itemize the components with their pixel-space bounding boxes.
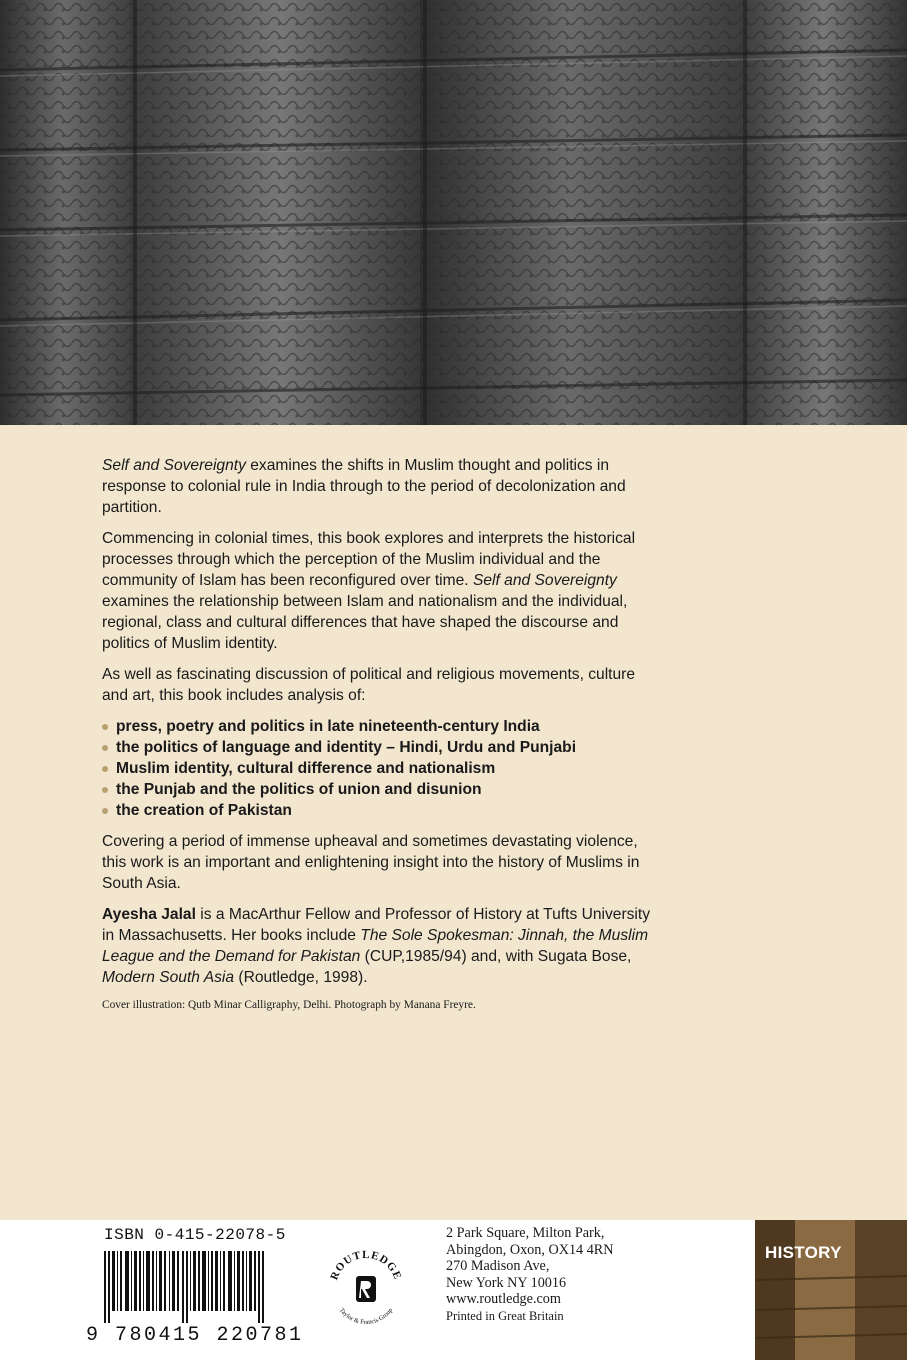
publisher-address: [446, 1225, 666, 1324]
list-item: [102, 758, 662, 779]
list-item-text: the politics of language and identity – Hindi, Urdu and Punjabi: [116, 739, 577, 756]
carved-stone-columns-photo: [0, 0, 907, 425]
cover-credit: Cover illustration: Qutb Minar Calligraphy, Delhi. Photograph by Manana Freyre.: [102, 999, 476, 1011]
bullet-dot-icon: [102, 724, 108, 730]
category-label: HISTORY: [765, 1243, 842, 1262]
svg-text:Taylor & Francis Group: [338, 1307, 394, 1326]
website-text: www.routledge.com: [446, 1291, 561, 1307]
address-line: Abingdon, Oxon, OX14 4RN: [446, 1241, 614, 1258]
column-thumbnail-icon: [755, 1220, 907, 1360]
cover-photo: [0, 0, 907, 425]
list-item-text: Muslim identity, cultural difference and nationalism: [116, 760, 496, 777]
bullet-dot-icon: [102, 745, 108, 751]
printed-in-text: Printed in Great Britain: [446, 1308, 564, 1323]
author-bio: [102, 904, 662, 988]
book-title: The Sole Spokesman: Jinnah, the Muslim League and the Demand for Pakistan: [102, 927, 649, 965]
blurb: [102, 455, 662, 1012]
list-item-text: the Punjab and the politics of union and disunion: [116, 781, 482, 798]
book-title: Self and Sovereignty: [102, 457, 246, 474]
list-item: [102, 779, 662, 800]
topics-list: [102, 716, 662, 821]
list-item-text: the creation of Pakistan: [116, 802, 292, 819]
address-line: New York NY 10016: [446, 1274, 567, 1291]
blurb-text: examines the shifts in Muslim thought and politics in response to colonial rule in India through to the period of decolonization and partition.: [102, 457, 626, 516]
author-name: Ayesha Jalal: [102, 906, 196, 923]
book-title: Modern South Asia: [102, 969, 235, 986]
blurb-text: examines the relationship between Islam and nationalism and the individual, regional, class and cultural differences that have shaped the discourse and politics of Muslim identity.: [102, 593, 628, 652]
isbn-text: ISBN 0-415-22078-5: [104, 1226, 286, 1244]
blurb-paragraph-3: As well as fascinating discussion of political and religious movements, culture and art, this book includes analysis of:: [102, 666, 636, 704]
bullet-dot-icon: [102, 808, 108, 814]
barcode-icon: [90, 1251, 286, 1323]
barcode-digits: 9 780415 220781: [86, 1324, 304, 1347]
list-item: [102, 737, 662, 758]
book-title: Self and Sovereignty: [472, 572, 617, 589]
logo-text: ROUTLEDGE: [328, 1248, 404, 1282]
address-line: 2 Park Square, Milton Park,: [446, 1225, 605, 1241]
bullet-dot-icon: [102, 787, 108, 793]
category-panel: [755, 1220, 907, 1360]
blurb-paragraph-4: Covering a period of immense upheaval and sometimes devastating violence, this work is an important and enlightening insight into the history of Muslims in South Asia.: [102, 833, 640, 892]
blurb-paragraph-1: [102, 455, 662, 518]
blurb-paragraph-2: [102, 528, 662, 654]
address-line: 270 Madison Ave,: [446, 1258, 550, 1274]
list-item: [102, 800, 662, 821]
bullet-dot-icon: [102, 766, 108, 772]
blurb-text: Commencing in colonial times, this book explores and interprets the historical processes through which the perception of the Muslim individual and the community of Islam has been reconfigured over time.: [102, 530, 636, 589]
list-item: [102, 716, 662, 737]
routledge-logo-icon: [320, 1242, 412, 1334]
logo-subtext: Taylor & Francis Group: [337, 1306, 395, 1327]
bio-text: is a MacArthur Fellow and Professor of History at Tufts University in Massachusetts. Her books include: [102, 906, 651, 944]
bio-text: (CUP,1985/94) and, with Sugata Bose,: [360, 948, 632, 965]
bio-text: (Routledge, 1998).: [234, 969, 368, 986]
list-item-text: press, poetry and politics in late nineteenth-century India: [116, 718, 540, 735]
back-cover-footer: [0, 1220, 907, 1360]
